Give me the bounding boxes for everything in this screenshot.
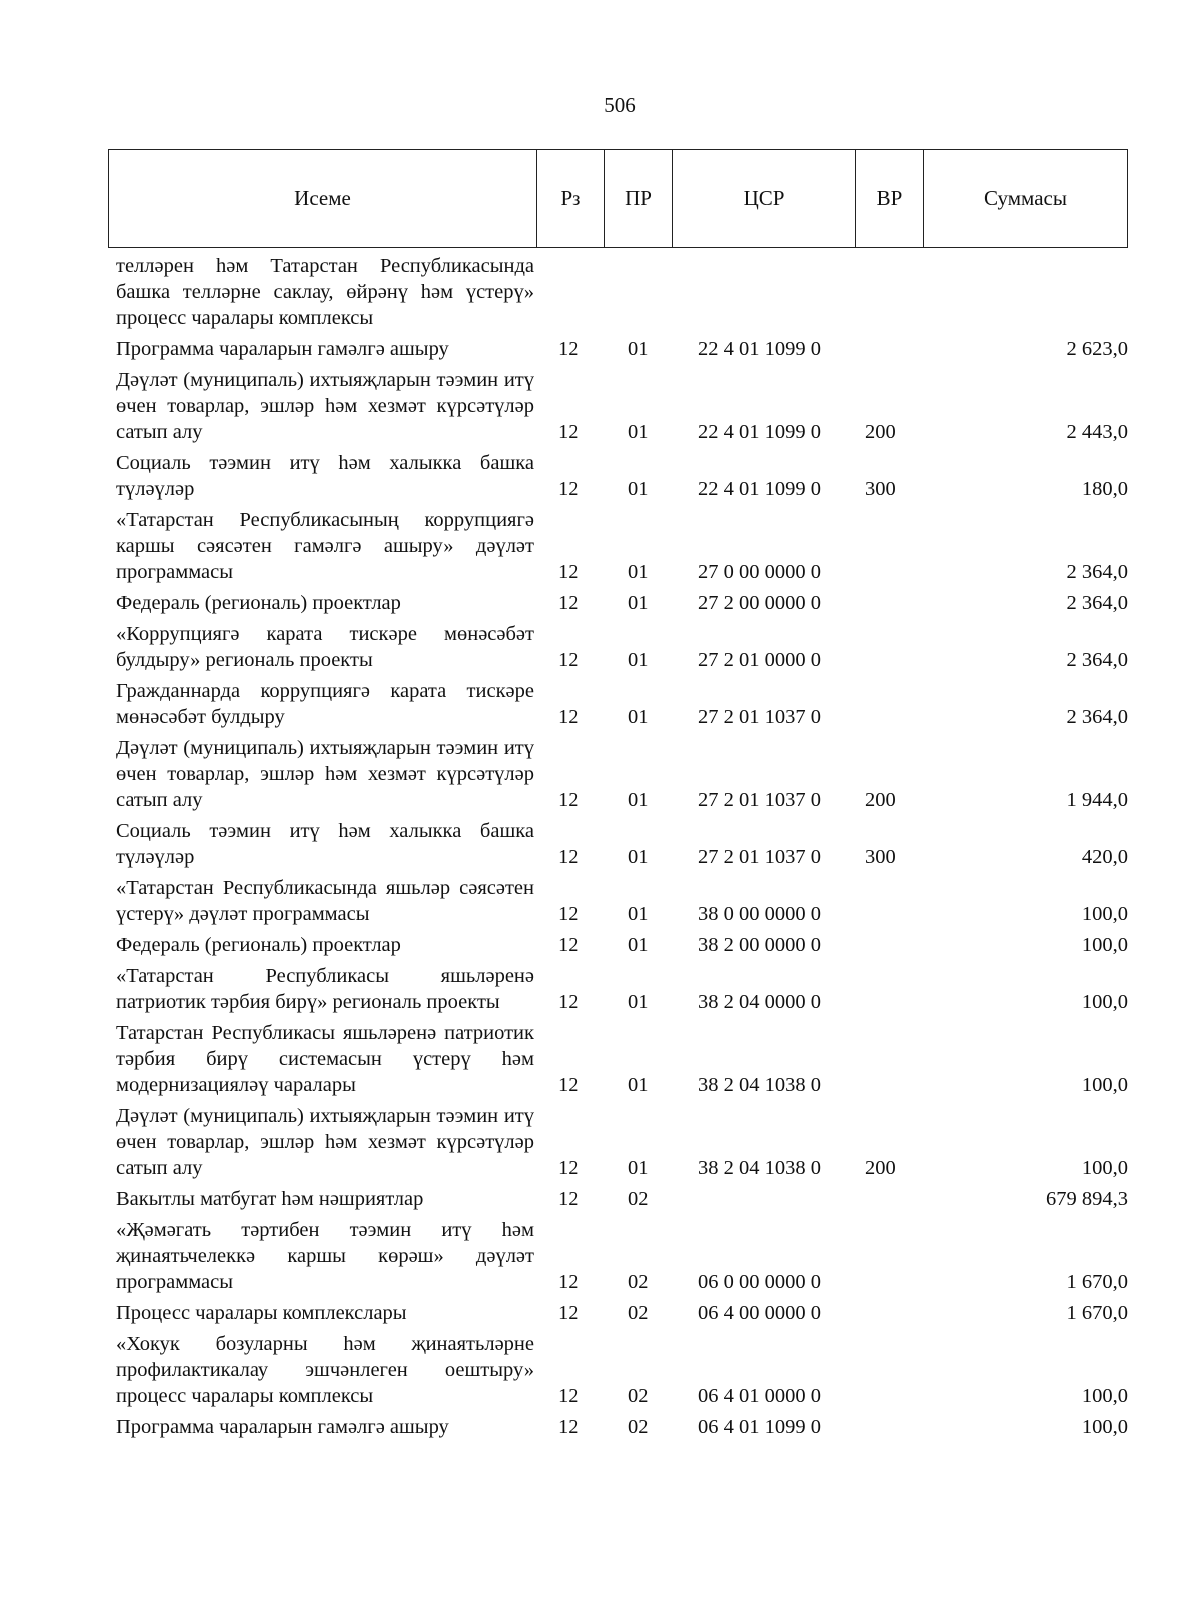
row-csr: 22 4 01 1099 0 bbox=[698, 338, 821, 360]
row-name: Федераль (региональ) проектлар bbox=[116, 592, 401, 614]
row-sum: 2 364,0 bbox=[1066, 561, 1128, 583]
row-name: «Коррупциягә карата тискәре мөнәсәбәт булдыру» региональ проекты bbox=[116, 623, 534, 671]
row-pr: 01 bbox=[628, 649, 649, 671]
row-rz: 12 bbox=[558, 1188, 579, 1210]
row-pr: 01 bbox=[628, 934, 649, 956]
row-sum: 1 944,0 bbox=[1066, 789, 1128, 811]
row-rz: 12 bbox=[558, 934, 579, 956]
table-row bbox=[108, 507, 1128, 585]
row-rz: 12 bbox=[558, 421, 579, 443]
row-rz: 12 bbox=[558, 706, 579, 728]
row-pr: 01 bbox=[628, 991, 649, 1013]
row-pr: 01 bbox=[628, 478, 649, 500]
row-csr: 38 2 04 1038 0 bbox=[698, 1157, 821, 1179]
header-rz: Рз bbox=[537, 150, 605, 248]
row-pr: 02 bbox=[628, 1416, 649, 1438]
table-row bbox=[108, 450, 1128, 502]
row-rz: 12 bbox=[558, 592, 579, 614]
row-csr: 27 2 01 1037 0 bbox=[698, 706, 821, 728]
row-pr: 01 bbox=[628, 706, 649, 728]
row-rz: 12 bbox=[558, 991, 579, 1013]
row-csr: 27 2 01 0000 0 bbox=[698, 649, 821, 671]
table-row bbox=[108, 1300, 1128, 1326]
row-pr: 01 bbox=[628, 846, 649, 868]
row-pr: 01 bbox=[628, 1074, 649, 1096]
table-row bbox=[108, 1186, 1128, 1212]
table-row bbox=[108, 1020, 1128, 1098]
row-sum: 100,0 bbox=[1081, 1416, 1128, 1438]
row-rz: 12 bbox=[558, 1271, 579, 1293]
row-pr: 01 bbox=[628, 1157, 649, 1179]
row-csr: 06 0 00 0000 0 bbox=[698, 1271, 821, 1293]
table-row bbox=[108, 336, 1128, 362]
row-name: «Татарстан Республикасы яшьләренә патриотик тәрбия бирү» региональ проекты bbox=[116, 965, 534, 1013]
row-pr: 01 bbox=[628, 421, 649, 443]
row-name: Программа чараларын гамәлгә ашыру bbox=[116, 1416, 449, 1438]
row-rz: 12 bbox=[558, 561, 579, 583]
row-sum: 180,0 bbox=[1081, 478, 1128, 500]
row-csr: 06 4 01 1099 0 bbox=[698, 1416, 821, 1438]
row-sum: 1 670,0 bbox=[1066, 1302, 1128, 1324]
row-sum: 2 364,0 bbox=[1066, 592, 1128, 614]
row-name: Гражданнарда коррупциягә карата тискәре мөнәсәбәт булдыру bbox=[116, 680, 534, 728]
row-rz: 12 bbox=[558, 846, 579, 868]
table-row bbox=[108, 621, 1128, 673]
row-sum: 679 894,3 bbox=[1046, 1188, 1128, 1210]
row-vr: 300 bbox=[865, 846, 896, 868]
row-rz: 12 bbox=[558, 649, 579, 671]
row-name: Социаль тәэмин итү һәм халыкка башка түләүләр bbox=[116, 820, 534, 868]
row-csr: 27 2 00 0000 0 bbox=[698, 592, 821, 614]
header-pr: ПР bbox=[605, 150, 673, 248]
row-name: Процесс чаралары комплекслары bbox=[116, 1302, 407, 1324]
row-sum: 100,0 bbox=[1081, 1385, 1128, 1407]
row-pr: 02 bbox=[628, 1302, 649, 1324]
row-name: Вакытлы матбугат һәм нәшриятлар bbox=[116, 1188, 424, 1210]
row-name: Татарстан Республикасы яшьләренә патриотик тәрбия бирү системасын үстерү һәм модернизацияләү чаралары bbox=[116, 1022, 534, 1096]
table-row bbox=[108, 932, 1128, 958]
row-pr: 01 bbox=[628, 561, 649, 583]
row-vr: 200 bbox=[865, 421, 896, 443]
row-sum: 1 670,0 bbox=[1066, 1271, 1128, 1293]
row-name: Дәүләт (муниципаль) ихтыяҗларын тәэмин итү өчен товарлар, эшләр һәм хезмәт күрсәтүләр сатып алу bbox=[116, 369, 534, 443]
table-row bbox=[108, 1414, 1128, 1440]
table-row bbox=[108, 253, 1128, 331]
table-row bbox=[108, 818, 1128, 870]
row-csr: 06 4 00 0000 0 bbox=[698, 1302, 821, 1324]
row-csr: 38 2 04 1038 0 bbox=[698, 1074, 821, 1096]
row-name: Дәүләт (муниципаль) ихтыяҗларын тәэмин итү өчен товарлар, эшләр һәм хезмәт күрсәтүләр сатып алу bbox=[116, 737, 534, 811]
row-csr: 06 4 01 0000 0 bbox=[698, 1385, 821, 1407]
row-csr: 27 2 01 1037 0 bbox=[698, 789, 821, 811]
row-pr: 02 bbox=[628, 1271, 649, 1293]
row-csr: 38 2 00 0000 0 bbox=[698, 934, 821, 956]
row-rz: 12 bbox=[558, 338, 579, 360]
row-csr: 38 0 00 0000 0 bbox=[698, 903, 821, 925]
header-sum: Суммасы bbox=[924, 150, 1128, 248]
row-pr: 01 bbox=[628, 592, 649, 614]
row-sum: 100,0 bbox=[1081, 1157, 1128, 1179]
row-name: «Татарстан Республикасының коррупциягә каршы сәясәтен гамәлгә ашыру» дәүләт программасы bbox=[116, 509, 534, 583]
table-row bbox=[108, 590, 1128, 616]
row-name: Федераль (региональ) проектлар bbox=[116, 934, 401, 956]
header-name: Исеме bbox=[109, 150, 537, 248]
row-sum: 100,0 bbox=[1081, 991, 1128, 1013]
row-pr: 02 bbox=[628, 1385, 649, 1407]
row-name: Программа чараларын гамәлгә ашыру bbox=[116, 338, 449, 360]
row-sum: 100,0 bbox=[1081, 1074, 1128, 1096]
row-name: «Татарстан Республикасында яшьләр сәясәтен үстерү» дәүләт программасы bbox=[116, 877, 534, 925]
row-rz: 12 bbox=[558, 1157, 579, 1179]
row-sum: 2 364,0 bbox=[1066, 649, 1128, 671]
row-sum: 2 443,0 bbox=[1066, 421, 1128, 443]
row-sum: 420,0 bbox=[1081, 846, 1128, 868]
table-row bbox=[108, 367, 1128, 445]
table-row bbox=[108, 1103, 1128, 1181]
row-rz: 12 bbox=[558, 789, 579, 811]
row-rz: 12 bbox=[558, 903, 579, 925]
row-name: «Җәмәгать тәртибен тәэмин итү һәм җинаятьчелеккә каршы көрәш» дәүләт программасы bbox=[116, 1219, 534, 1293]
row-pr: 01 bbox=[628, 789, 649, 811]
header-csr: ЦСР bbox=[673, 150, 856, 248]
row-sum: 2 623,0 bbox=[1066, 338, 1128, 360]
table-row bbox=[108, 735, 1128, 813]
table-row bbox=[108, 678, 1128, 730]
row-csr: 38 2 04 0000 0 bbox=[698, 991, 821, 1013]
table-row bbox=[108, 1331, 1128, 1409]
row-csr: 22 4 01 1099 0 bbox=[698, 421, 821, 443]
row-csr: 27 2 01 1037 0 bbox=[698, 846, 821, 868]
row-rz: 12 bbox=[558, 478, 579, 500]
row-name: Дәүләт (муниципаль) ихтыяҗларын тәэмин итү өчен товарлар, эшләр һәм хезмәт күрсәтүләр сатып алу bbox=[116, 1105, 534, 1179]
page-number: 506 bbox=[604, 93, 636, 117]
row-vr: 200 bbox=[865, 1157, 896, 1179]
row-vr: 300 bbox=[865, 478, 896, 500]
row-pr: 01 bbox=[628, 903, 649, 925]
row-vr: 200 bbox=[865, 789, 896, 811]
row-name: «Хокук бозуларны һәм җинаятьләрне профилактикалау эшчәнлеген оештыру» процесс чаралары комплексы bbox=[116, 1333, 534, 1407]
table-body bbox=[108, 253, 1128, 1445]
header-vr: ВР bbox=[856, 150, 924, 248]
row-sum: 100,0 bbox=[1081, 903, 1128, 925]
row-rz: 12 bbox=[558, 1074, 579, 1096]
row-pr: 01 bbox=[628, 338, 649, 360]
row-rz: 12 bbox=[558, 1302, 579, 1324]
row-csr: 22 4 01 1099 0 bbox=[698, 478, 821, 500]
row-rz: 12 bbox=[558, 1416, 579, 1438]
row-pr: 02 bbox=[628, 1188, 649, 1210]
row-name: Социаль тәэмин итү һәм халыкка башка түләүләр bbox=[116, 452, 534, 500]
row-rz: 12 bbox=[558, 1385, 579, 1407]
row-name: телләрен һәм Татарстан Республикасында башка телләрне саклау, өйрәнү һәм үстерү» процесс чаралары комплексы bbox=[116, 255, 534, 329]
row-sum: 100,0 bbox=[1081, 934, 1128, 956]
row-csr: 27 0 00 0000 0 bbox=[698, 561, 821, 583]
table-row bbox=[108, 875, 1128, 927]
row-sum: 2 364,0 bbox=[1066, 706, 1128, 728]
table-header bbox=[108, 149, 1128, 248]
table-row bbox=[108, 1217, 1128, 1295]
table-row bbox=[108, 963, 1128, 1015]
